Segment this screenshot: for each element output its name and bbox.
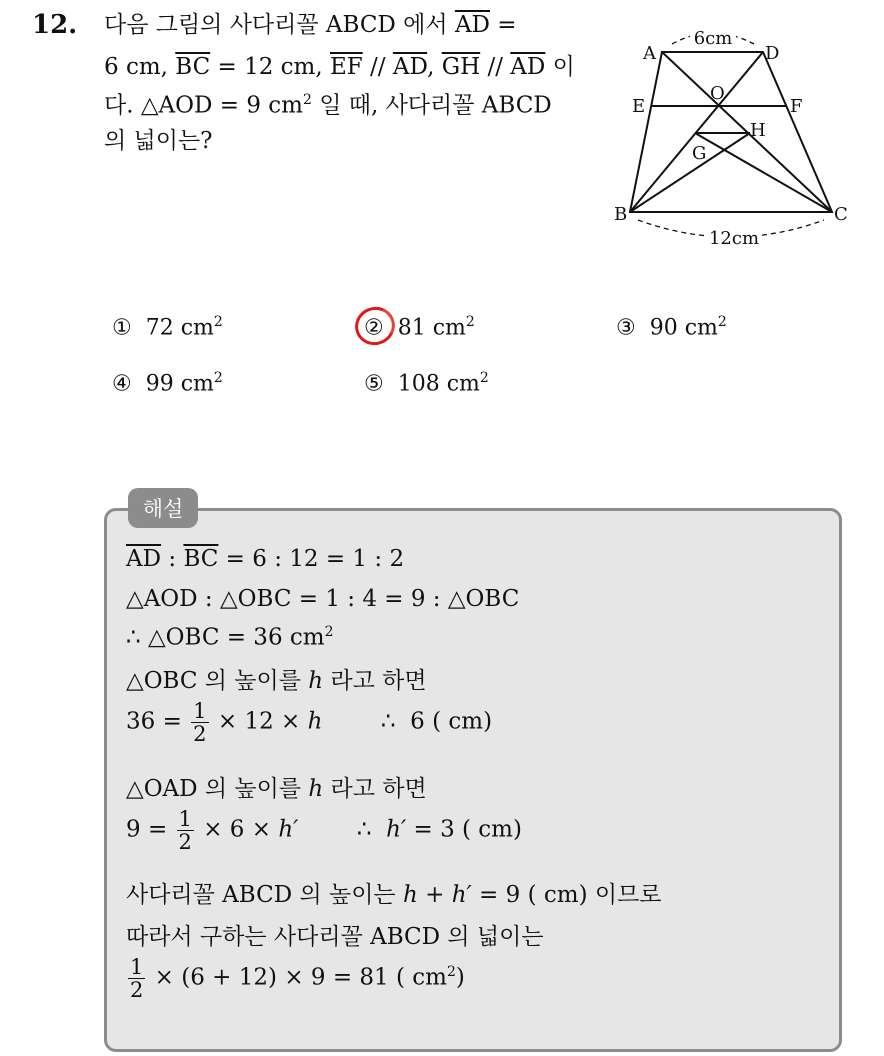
label-e: E [632,96,646,117]
line-g-c [695,133,832,212]
solution-text: ∴ [298,816,387,843]
fraction-half [128,956,145,1001]
segment-ad: $\overline{AD}$ [126,546,162,572]
label-a: A [643,43,656,64]
segment-ad: $\overline{AD}$ [392,54,428,80]
exponent: 2 [479,370,489,386]
choice-3[interactable] [616,314,727,340]
numerator: 1 [193,699,207,723]
solution-text: 라고 하면 [323,776,427,802]
label-g: G [692,143,707,164]
variable-h: h [307,708,323,735]
variable-h: h [402,882,418,908]
label-f: F [790,96,803,117]
solution-text: + [417,882,452,908]
question-text: // [480,54,511,80]
solution-text: = 9 ( cm) 이므로 [471,882,662,908]
question-line-1 [104,12,517,40]
numerator: 1 [178,807,192,831]
choice-mark: ④ [112,371,132,397]
top-length-label: 6cm [693,28,733,49]
denominator: 2 [178,830,192,855]
segment-ad: $\overline{AD}$ [510,54,546,80]
variable-h-prime: h′ [278,816,299,843]
question-line-2 [104,54,575,82]
choice-2[interactable] [364,314,475,340]
solution-line-9: 따라서 구하는 사다리꼴 ABCD 의 넓이는 [126,924,544,950]
solution-text: ) [455,964,465,991]
solution-line-8 [126,876,662,909]
choice-value: 90 cm [649,315,718,341]
segment-bc: $\overline{BC}$ [175,54,211,80]
exponent: 2 [465,314,475,330]
solution-text: = 6 : 12 = 1 : 2 [218,546,405,572]
question-text: 일 때, 사다리꼴 ABCD [311,92,552,119]
choice-value: 81 cm [397,315,466,341]
question-text: 다음 그림의 사다리꼴 ABCD 에서 [104,12,455,38]
solution-line-5 [126,700,492,745]
exponent: 2 [213,370,223,386]
choice-value: 72 cm [145,315,214,341]
solution-text: ∴ 6 ( cm) [322,708,493,735]
solution-line-3 [126,624,334,651]
solution-text: △OAD 의 높이를 [126,776,309,802]
segment-ef: $\overline{EF}$ [330,54,363,80]
label-o: O [710,83,725,104]
choice-mark: ③ [616,315,636,341]
exponent: 2 [324,624,334,640]
line-b-h [630,133,750,212]
exponent: 2 [302,92,312,108]
solution-text: 라고 하면 [323,668,427,694]
choice-mark: ② [364,315,384,341]
question-text: // [362,54,393,80]
solution-text: △OBC 의 높이를 [126,668,309,694]
question-text: = [490,12,517,38]
choice-mark: ⑤ [364,371,384,397]
label-h: H [750,120,766,141]
bottom-length-label: 12cm [708,228,760,249]
solution-line-7 [126,808,522,853]
question-line-4: 의 넓이는? [104,128,213,154]
segment-gh: $\overline{GH}$ [441,54,481,80]
fraction-half [177,808,194,853]
trapezoid-figure [610,14,860,254]
label-d: D [765,43,780,64]
variable-h-prime: h′ [386,816,407,843]
solution-text: : [161,546,184,572]
question-text: = 12 cm, [210,54,330,80]
solution-line-4 [126,662,427,695]
solution-text: × 6 × [195,816,279,843]
solution-text: = 3 ( cm) [406,816,522,843]
question-text: 다. △AOD = 9 cm [104,92,303,119]
choice-value: 99 cm [145,371,214,397]
exponent: 2 [446,963,456,980]
denominator: 2 [130,978,144,1003]
solution-text: 9 = [126,816,175,843]
segment-bc: $\overline{BC}$ [183,546,219,572]
label-b: B [614,204,628,225]
solution-text: × 12 × [210,708,308,735]
solution-tag: 해설 [128,488,198,528]
choice-5[interactable] [364,370,489,396]
solution-line-1 [126,546,404,572]
variable-h-prime: h′ [451,882,472,908]
solution-line-10 [126,956,465,1001]
solution-line-6 [126,770,427,803]
question-line-3 [104,92,552,120]
fraction-half [191,700,208,745]
question-text: 이 [545,54,575,80]
solution-text: ∴ △OBC = 36 cm [126,624,325,651]
denominator: 2 [193,722,207,747]
question-text: 6 cm, [104,54,176,80]
choice-mark: ① [112,315,132,341]
choice-1[interactable] [112,314,223,340]
variable-h: h [308,776,324,802]
variable-h: h [308,668,324,694]
solution-text: 사다리꼴 ABCD 의 높이는 [126,882,403,908]
choice-value: 108 cm [397,371,480,397]
question-number: 12. [32,10,78,40]
solution-text: × (6 + 12) × 9 = 81 ( cm [147,964,447,991]
segment-ad: $\overline{AD}$ [454,12,490,38]
choice-4[interactable] [112,370,223,396]
exponent: 2 [717,314,727,330]
solution-line-2: △AOD : △OBC = 1 : 4 = 9 : △OBC [126,586,520,612]
solution-text: 36 = [126,708,190,735]
numerator: 1 [130,955,144,979]
question-text: , [427,54,442,80]
exponent: 2 [213,314,223,330]
label-c: C [834,204,848,225]
